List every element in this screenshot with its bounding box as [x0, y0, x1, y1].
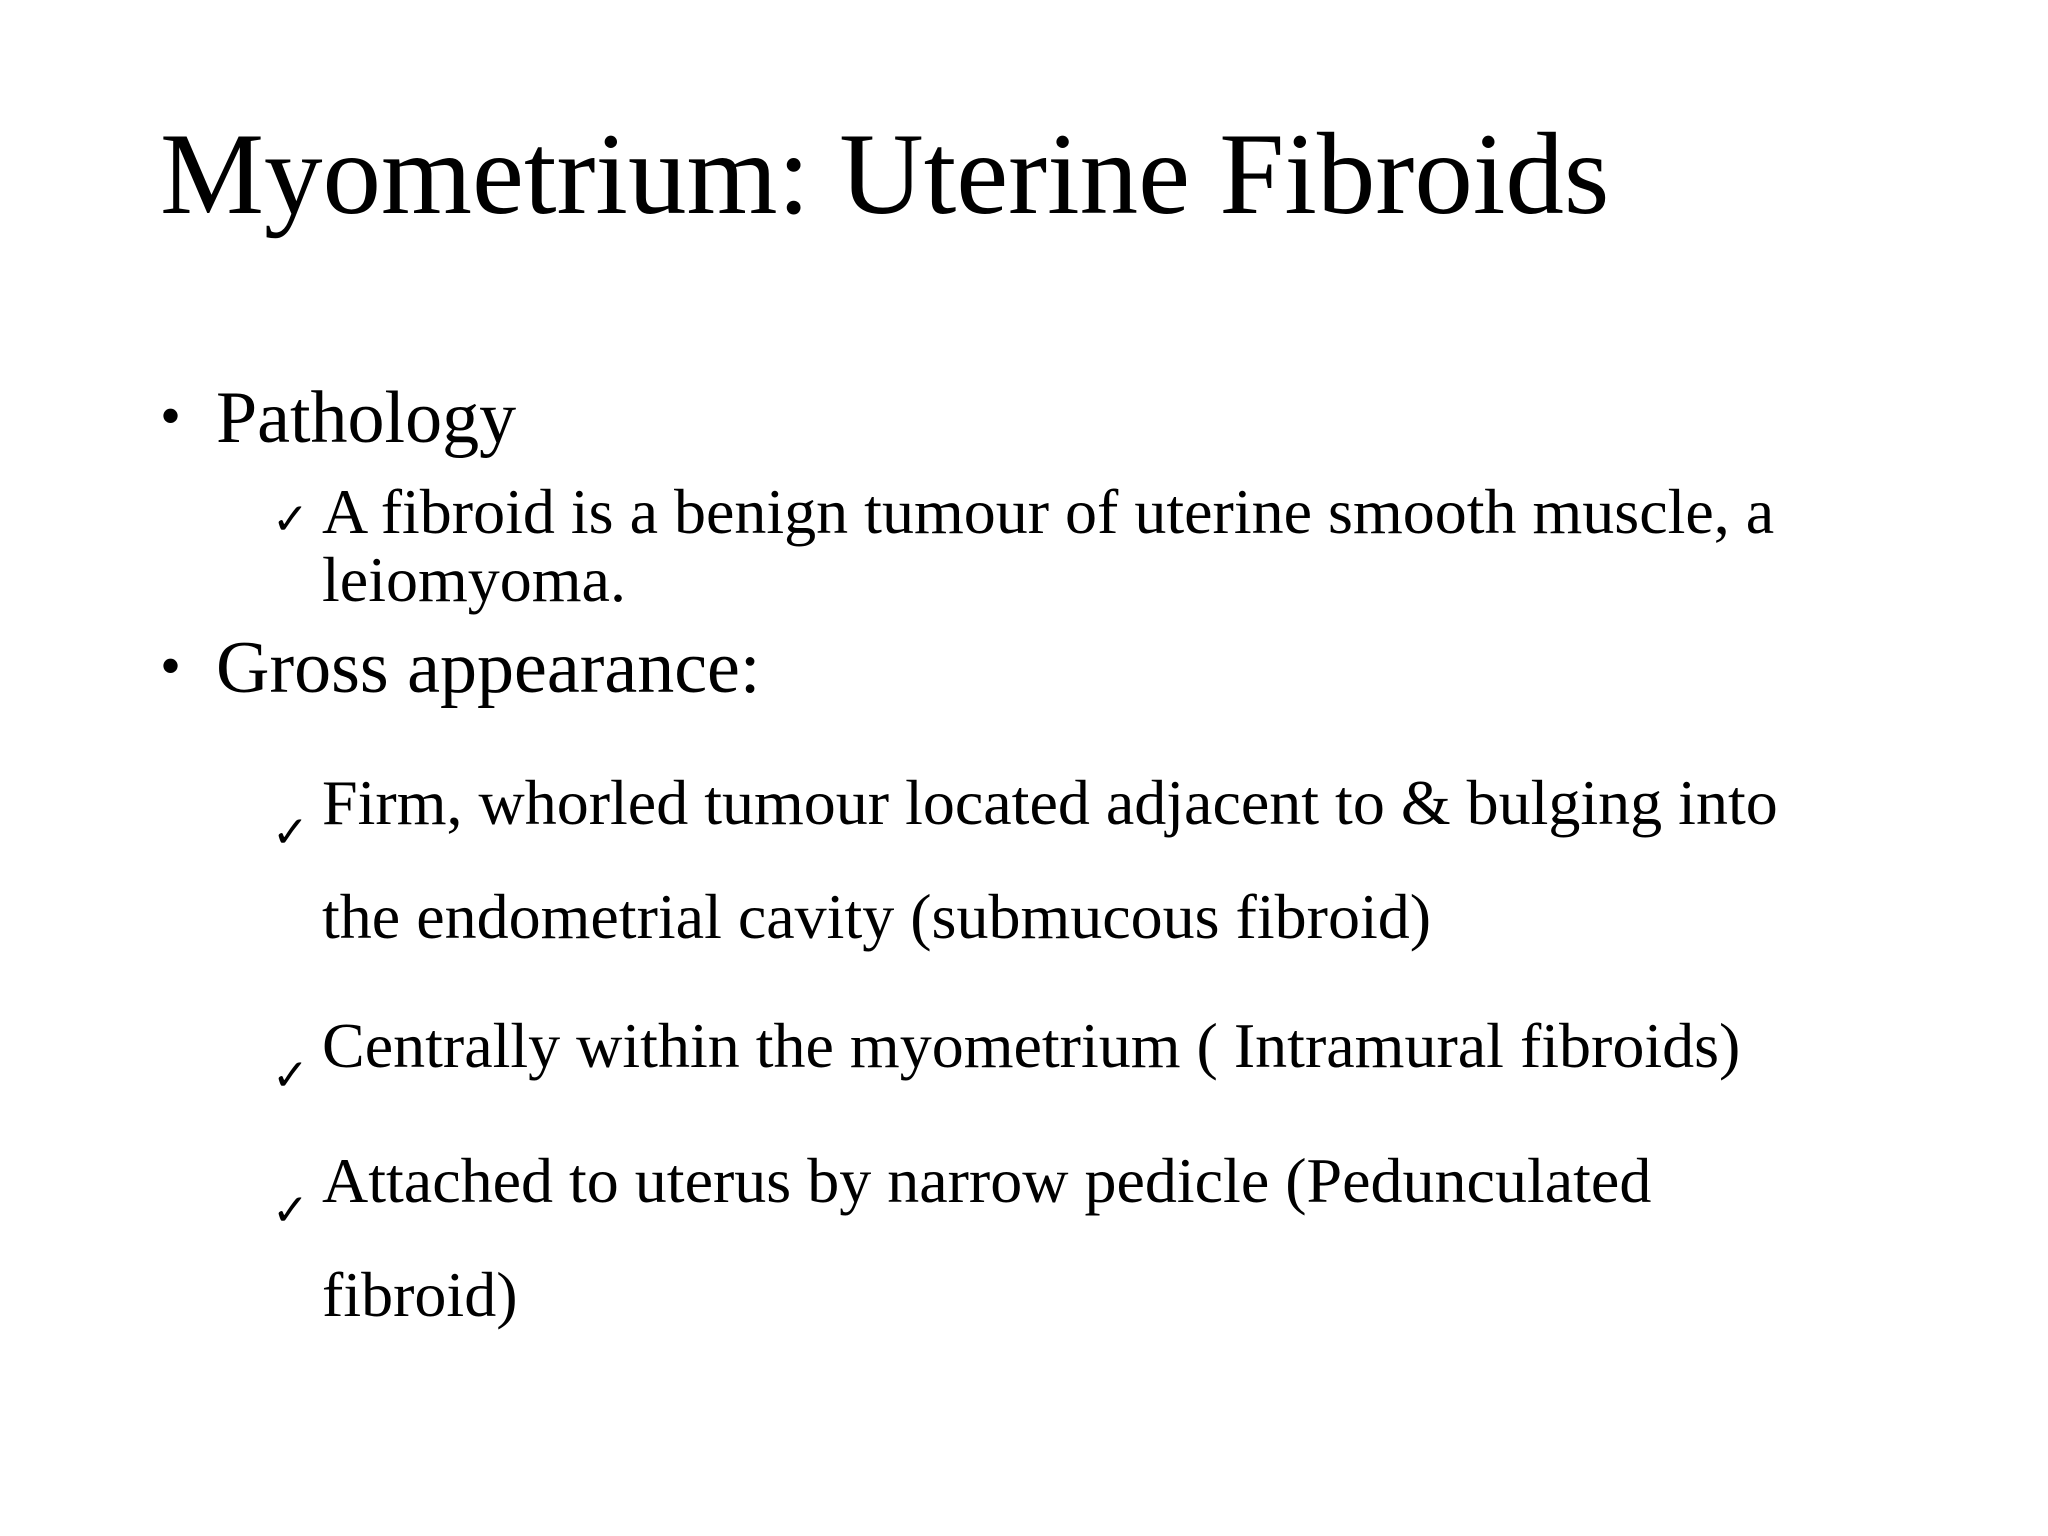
bullet-heading: Gross appearance:: [216, 627, 761, 709]
slide-title: Myometrium: Uterine Fibroids: [160, 110, 1610, 239]
subitem-line: the endometrial cavity (submucous fibroid): [322, 881, 1432, 952]
bullet-heading: Pathology: [216, 377, 517, 459]
subitem-line: Centrally within the myometrium ( Intramural fibroids): [322, 1010, 1741, 1081]
subitem-line: A fibroid is a benign tumour of uterine smooth muscle, a: [322, 476, 1775, 547]
checkmark-icon: ✓: [272, 1050, 309, 1101]
checkmark-icon: ✓: [272, 1185, 309, 1236]
subitem-line: Firm, whorled tumour located adjacent to & bulging into: [322, 767, 1778, 838]
subitem-intramural: [272, 989, 1912, 1103]
subitem-submucous: [272, 746, 1912, 974]
bullet-dot-icon: •: [160, 383, 182, 449]
subitem-line: fibroid): [322, 1259, 518, 1330]
subitem-pedunculated: [272, 1124, 1912, 1352]
subitem-line: leiomyoma.: [322, 544, 626, 615]
subitem-line: Attached to uterus by narrow pedicle (Pedunculated: [322, 1145, 1652, 1216]
checkmark-icon: ✓: [272, 494, 309, 545]
bullet-gross-appearance: [160, 628, 760, 709]
bullet-pathology: [160, 378, 516, 459]
subitem-fibroid-definition: [272, 478, 1912, 614]
bullet-dot-icon: •: [160, 633, 182, 699]
checkmark-icon: ✓: [272, 807, 309, 858]
